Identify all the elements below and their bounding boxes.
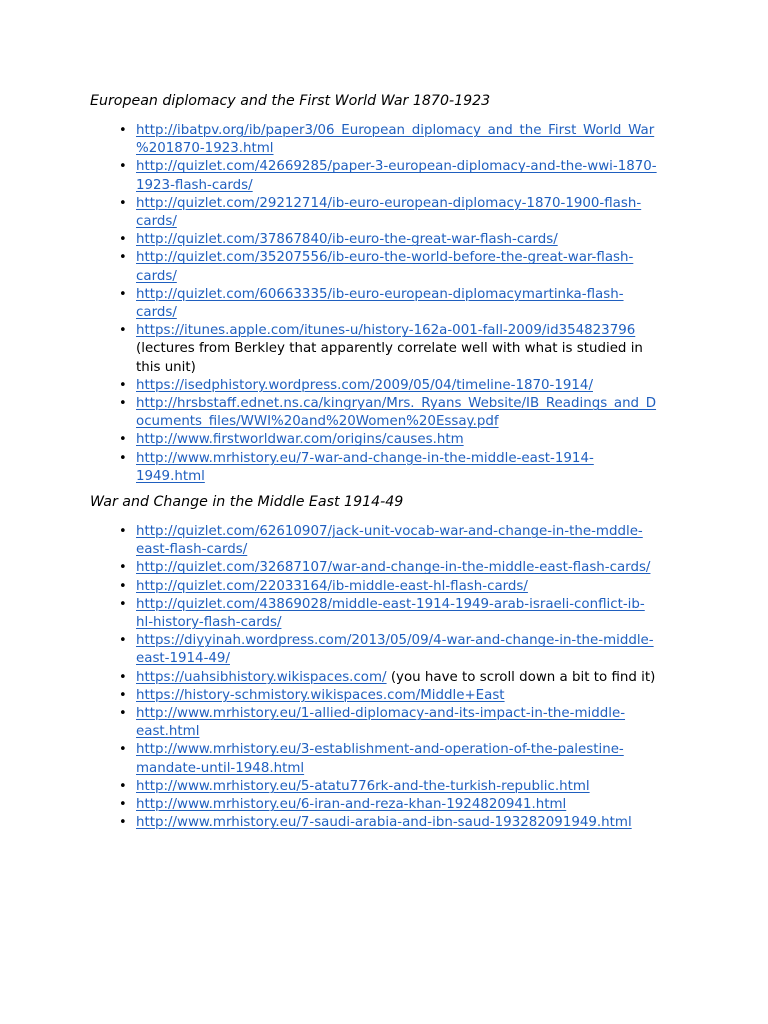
list-item [0, 578, 676, 596]
hyperlink[interactable] [136, 250, 633, 283]
hyperlink-line-1: http://www.firstworldwar.com/origins/causes.htm [136, 432, 464, 448]
hyperlink-line-2: cards/ [136, 268, 177, 284]
hyperlink-line-2: ocuments_files/WWI%20and%20Women%20Essay.pdf [136, 414, 499, 430]
hyperlink[interactable] [136, 432, 464, 447]
hyperlink[interactable] [136, 396, 656, 429]
bullet-icon: • [119, 195, 127, 211]
list-item [0, 450, 676, 486]
hyperlink[interactable] [136, 597, 645, 630]
hyperlink-line-1: https://isedphistory.wordpress.com/2009/05/04/timeline-1870-1914/ [136, 377, 593, 393]
hyperlink[interactable] [136, 378, 593, 393]
bullet-icon: • [119, 524, 127, 539]
hyperlink[interactable] [136, 633, 654, 666]
hyperlink-line-2: 1923-flash-cards/ [136, 177, 253, 193]
bullet-icon: • [119, 396, 127, 412]
section-heading-european-diplomacy: European diplomacy and the First World War 1870-1923 [90, 93, 491, 109]
list-item [0, 286, 676, 322]
hyperlink[interactable] [136, 706, 625, 739]
list-item [0, 249, 676, 285]
link-note-line-1: (lectures from Berkley that apparently correlate well with what is studied in [136, 341, 643, 357]
hyperlink-line-1: http://quizlet.com/29212714/ib-euro-european-diplomacy-1870-1900-flash- [136, 195, 642, 211]
hyperlink-line-1: http://quizlet.com/35207556/ib-euro-the-world-before-the-great-war-flash- [136, 250, 634, 266]
hyperlink[interactable] [136, 815, 632, 830]
bullet-icon: • [119, 706, 127, 722]
hyperlink-line-1: https://history-schmistory.wikispaces.com/Middle+East [136, 687, 505, 703]
hyperlink-line-1: http://quizlet.com/62610907/jack-unit-vocab-war-and-change-in-the-mddle- [136, 524, 643, 539]
list-item [0, 705, 676, 741]
list-item [0, 796, 676, 814]
hyperlink-line-2: 1949.html [136, 468, 205, 484]
hyperlink[interactable] [136, 123, 654, 156]
hyperlink[interactable] [136, 579, 528, 594]
list-item [0, 322, 676, 377]
hyperlink[interactable] [136, 742, 624, 775]
hyperlink[interactable] [136, 323, 635, 338]
hyperlink[interactable] [136, 779, 590, 794]
bullet-icon: • [119, 286, 127, 302]
hyperlink-line-1: http://www.mrhistory.eu/7-war-and-change-in-the-middle-east-1914- [136, 450, 594, 466]
hyperlink-line-1: http://quizlet.com/32687107/war-and-change-in-the-middle-east-flash-cards/ [136, 560, 651, 576]
hyperlink[interactable] [136, 797, 566, 812]
hyperlink[interactable] [136, 560, 650, 575]
bullet-icon: • [119, 450, 127, 466]
hyperlink-line-2: east-1914-49/ [136, 651, 230, 667]
bullet-icon: • [119, 159, 127, 175]
hyperlink-line-1: http://quizlet.com/43869028/middle-east-1914-1949-arab-israeli-conflict-ib- [136, 596, 645, 612]
list-item [0, 158, 676, 194]
list-item [0, 395, 676, 431]
hyperlink[interactable] [136, 670, 387, 685]
list-item [0, 122, 676, 158]
hyperlink-line-2: east-flash-cards/ [136, 542, 248, 558]
hyperlink[interactable] [136, 159, 657, 192]
list-item [0, 377, 676, 395]
list-item [0, 632, 676, 668]
list-item [0, 669, 676, 687]
bullet-icon: • [119, 633, 127, 649]
bullet-icon: • [119, 669, 127, 685]
bullet-icon: • [119, 377, 127, 393]
hyperlink-line-1: http://www.mrhistory.eu/3-establishment-and-operation-of-the-palestine- [136, 742, 624, 758]
bullet-icon: • [119, 123, 127, 138]
list-item [0, 523, 676, 559]
hyperlink-line-2: %201870-1923.html [136, 141, 274, 157]
hyperlink-line-1: https://diyyinah.wordpress.com/2013/05/09/4-war-and-change-in-the-middle- [136, 633, 654, 649]
bullet-icon: • [119, 323, 127, 339]
list-item [0, 231, 676, 249]
list-item [0, 687, 676, 705]
hyperlink-line-1: http://ibatpv.org/ib/paper3/06_European_diplomacy_and_the_First_World_War [136, 123, 655, 138]
hyperlink-line-2: hl-history-flash-cards/ [136, 615, 282, 631]
bullet-icon: • [119, 687, 127, 703]
hyperlink-line-1: http://www.mrhistory.eu/6-iran-and-reza-khan-1924820941.html [136, 797, 567, 813]
list-item [0, 814, 676, 832]
hyperlink-line-1: http://quizlet.com/42669285/paper-3-european-diplomacy-and-the-wwi-1870- [136, 159, 657, 175]
hyperlink-line-1: http://quizlet.com/22033164/ib-middle-east-hl-flash-cards/ [136, 578, 528, 594]
hyperlink-line-1: http://quizlet.com/60663335/ib-euro-european-diplomacymartinka-flash- [136, 286, 624, 302]
bullet-icon: • [119, 578, 127, 594]
list-item [0, 431, 676, 449]
link-note-line-2: this unit) [136, 359, 196, 375]
list-item [0, 559, 676, 577]
hyperlink[interactable] [136, 688, 505, 703]
hyperlink[interactable] [136, 287, 624, 320]
list-item [0, 195, 676, 231]
bullet-icon: • [119, 232, 127, 248]
bullet-icon: • [119, 742, 127, 758]
list-item [0, 741, 676, 777]
hyperlink-line-1: http://quizlet.com/37867840/ib-euro-the-great-war-flash-cards/ [136, 232, 558, 248]
hyperlink-line-2: east.html [136, 724, 200, 740]
hyperlink-line-1: http://www.mrhistory.eu/5-atatu776rk-and-the-turkish-republic.html [136, 778, 590, 794]
hyperlink-line-2: mandate-until-1948.html [136, 760, 305, 776]
hyperlink-line-1: https://uahsibhistory.wikispaces.com/ [136, 669, 387, 685]
bullet-icon: • [119, 432, 127, 448]
section-heading-middle-east: War and Change in the Middle East 1914-49 [90, 494, 404, 510]
link-note: (you have to scroll down a bit to find it) [390, 669, 656, 685]
hyperlink[interactable] [136, 524, 643, 557]
bullet-icon: • [119, 560, 127, 576]
hyperlink[interactable] [136, 451, 594, 484]
bullet-icon: • [119, 778, 127, 794]
hyperlink[interactable] [136, 232, 558, 247]
hyperlink-line-1: http://www.mrhistory.eu/1-allied-diplomacy-and-its-impact-in-the-middle- [136, 706, 626, 722]
bullet-icon: • [119, 250, 127, 266]
hyperlink-line-2: cards/ [136, 305, 177, 321]
bullet-icon: • [119, 797, 127, 813]
hyperlink-line-1: http://www.mrhistory.eu/7-saudi-arabia-and-ibn-saud-193282091949.html [136, 815, 632, 831]
list-item [0, 778, 676, 796]
list-item [0, 596, 676, 632]
bullet-icon: • [119, 815, 127, 831]
link-list-european-diplomacy [0, 122, 768, 486]
link-list-middle-east [0, 523, 768, 832]
bullet-icon: • [119, 596, 127, 612]
hyperlink[interactable] [136, 196, 641, 229]
hyperlink-line-2: cards/ [136, 214, 177, 230]
hyperlink-line-1: https://itunes.apple.com/itunes-u/history-162a-001-fall-2009/id354823796 [136, 323, 636, 339]
hyperlink-line-1: http://hrsbstaff.ednet.ns.ca/kingryan/Mrs._Ryans_Website/IB_Readings_and_D [136, 396, 657, 412]
